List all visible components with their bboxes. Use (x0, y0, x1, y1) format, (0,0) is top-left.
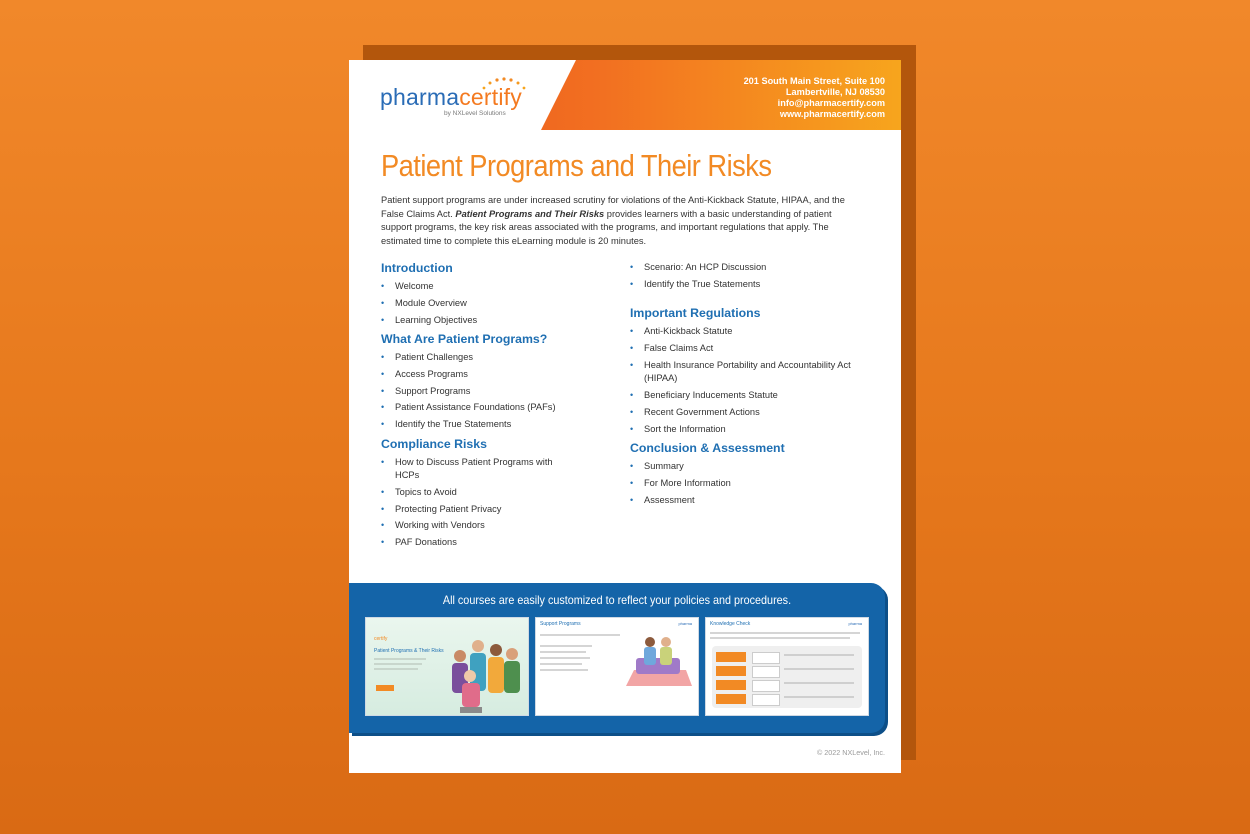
list-item: • Access Programs (381, 368, 621, 381)
shot2-title: Support Programs (540, 621, 581, 627)
section-heading-what-are-patient-programs: What Are Patient Programs? (381, 332, 548, 346)
shot3-drop-slot (752, 680, 780, 692)
section-list-introduction (381, 280, 621, 327)
shot2-text-line (540, 657, 590, 659)
shot3-law-card (716, 652, 746, 662)
section-heading-conclusion-assessment: Conclusion & Assessment (630, 441, 785, 455)
shot1-logo: certify (374, 636, 388, 642)
pharmacertify-logo (380, 76, 550, 120)
shot2-text-line (540, 651, 586, 653)
logo-pharma: pharma (380, 84, 460, 110)
shot2-text-line (540, 634, 620, 636)
list-item: • Protecting Patient Privacy (381, 503, 621, 516)
list-item: • Working with Vendors (381, 519, 621, 532)
list-item: • Beneficiary Inducements Statute (630, 389, 870, 402)
address-line2: Lambertville, NJ 08530 (785, 87, 885, 97)
section-list-conclusion-assessment (630, 460, 870, 507)
list-item: • Patient Challenges (381, 351, 621, 364)
list-item: • Identify the True Statements (381, 418, 621, 431)
couch-scene-icon (624, 632, 694, 688)
list-item: • Learning Objectives (381, 314, 621, 327)
shot3-logo: pharma (848, 621, 862, 626)
intro-paragraph (381, 194, 859, 248)
shot1-text-line (374, 668, 418, 670)
section-heading-introduction: Introduction (381, 261, 453, 275)
list-item: • Recent Government Actions (630, 406, 870, 419)
logo-subtitle: by NXLevel Solutions (444, 110, 506, 117)
shot1-text-line (374, 658, 426, 660)
shot3-drop-slot (752, 666, 780, 678)
course-screenshot-knowledge-check (705, 617, 869, 716)
flyer-page (349, 60, 901, 773)
list-item: • Sort the Information (630, 423, 870, 436)
section-heading-compliance-risks: Compliance Risks (381, 436, 487, 451)
outline-left-column (381, 260, 621, 554)
shot2-text-line (540, 663, 582, 665)
intro-text-1: Patient support programs are under increased scrutiny for violations of the Anti-Kickback Statute, HIPAA, and the False Claims Act. (381, 195, 845, 219)
section-list-important-regulations (630, 325, 870, 436)
address-email: info@pharmacertify.com (777, 98, 885, 108)
list-item: • For More Information (630, 477, 870, 490)
shot3-drop-slot (752, 694, 780, 706)
section-list-compliance-risks (381, 456, 621, 550)
shot1-start-button (376, 685, 394, 691)
logo-wordmark (380, 84, 522, 111)
list-item: • Patient Assistance Foundations (PAFs) (381, 401, 621, 414)
course-screenshot-support-programs (535, 617, 699, 716)
section-list-compliance-risks-continued (630, 261, 870, 291)
list-item: • Identify the True Statements (630, 278, 870, 291)
shot3-law-card (716, 694, 746, 704)
list-item: • Scenario: An HCP Discussion (630, 261, 870, 274)
shot1-title: Patient Programs & Their Risks (374, 648, 444, 654)
shot1-text-line (374, 663, 422, 665)
list-item: • Health Insurance Portability and Accountability Act (HIPAA) (630, 359, 864, 386)
shot3-title: Knowledge Check (710, 621, 751, 627)
shot3-law-card (716, 666, 746, 676)
shot3-text-line (710, 637, 850, 639)
address-web: www.pharmacertify.com (779, 109, 885, 119)
shot3-text-line (784, 668, 854, 670)
list-item: • Summary (630, 460, 870, 473)
shot2-text-line (540, 645, 592, 647)
shot2-logo: pharma (678, 621, 692, 626)
shot3-drop-slot (752, 652, 780, 664)
banner-text: All courses are easily customized to reflect your policies and procedures. (442, 593, 792, 607)
list-item: • Topics to Avoid (381, 486, 621, 499)
intro-text-2: provides learners with a basic understanding of patient support programs, the key risk areas associated with the programs, and important regulations that apply. The estimated time to complete this eLearning module is 20 minutes. (381, 208, 832, 246)
shot3-text-line (784, 696, 854, 698)
shot3-text-line (784, 654, 854, 656)
section-list-what-are-patient-programs (381, 351, 621, 432)
copyright-footer: © 2022 NXLevel, Inc. (816, 748, 885, 757)
shot3-text-line (784, 682, 854, 684)
course-screenshot-title (365, 617, 529, 716)
customization-banner (349, 583, 885, 733)
list-item: • Module Overview (381, 297, 621, 310)
logo-certify: certify (459, 84, 522, 110)
people-illustration-icon (446, 632, 526, 715)
shot3-text-line (710, 632, 860, 634)
outline-right-column (630, 261, 870, 511)
shot2-text-line (540, 669, 588, 671)
list-item: • Assessment (630, 494, 870, 507)
intro-course-name: Patient Programs and Their Risks (455, 208, 605, 219)
list-item: • Support Programs (381, 385, 621, 398)
shot3-law-card (716, 680, 746, 690)
contact-address (744, 76, 885, 120)
address-line1: 201 South Main Street, Suite 100 (743, 76, 885, 86)
list-item: • PAF Donations (381, 536, 621, 549)
section-heading-important-regulations: Important Regulations (630, 306, 761, 321)
list-item: • Welcome (381, 280, 621, 293)
list-item: • How to Discuss Patient Programs with HCPs (381, 456, 555, 483)
page-title: Patient Programs and Their Risks (381, 148, 772, 183)
list-item: • Anti-Kickback Statute (630, 325, 870, 338)
list-item: • False Claims Act (630, 342, 870, 355)
